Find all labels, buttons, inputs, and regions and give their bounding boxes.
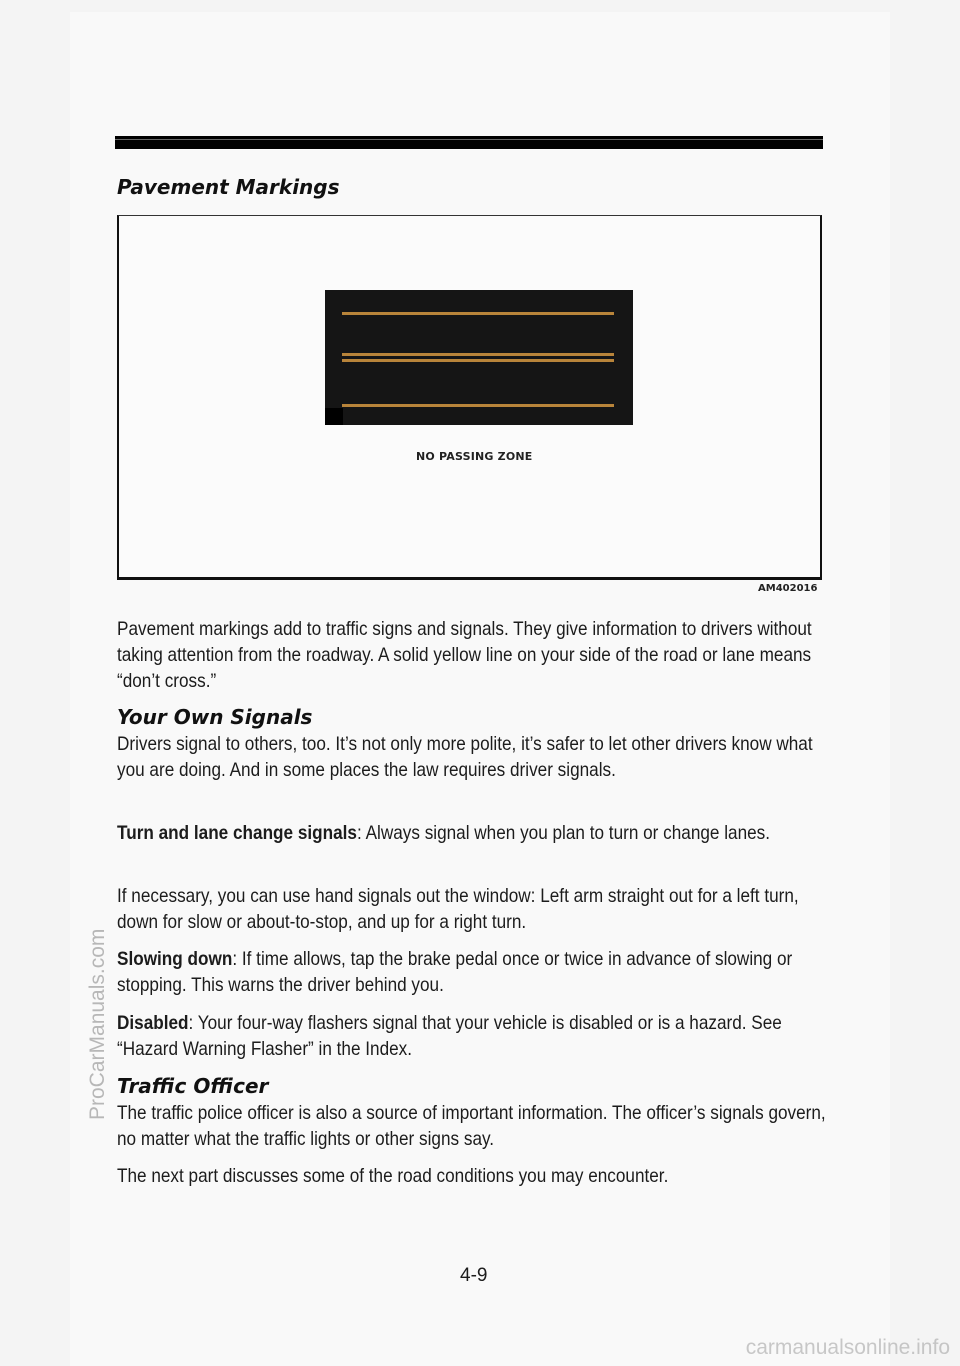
no-passing-zone-illustration (325, 290, 633, 425)
section-heading-your-own-signals: Your Own Signals (117, 705, 313, 729)
section-heading-pavement-markings: Pavement Markings (117, 175, 340, 199)
image-corner-mark (325, 408, 343, 425)
paragraph-text: : Your four-way flashers signal that your vehicle is disabled or is a hazard. See “Hazard Warning Flasher” in the Index. (117, 1012, 782, 1060)
page-number: 4-9 (460, 1265, 488, 1286)
paragraph-text: : Always signal when you plan to turn or change lanes. (356, 822, 771, 844)
lane-line (342, 359, 614, 362)
corner-watermark: carmanualsonline.info (745, 1336, 950, 1359)
paragraph-traffic-officer: The traffic police officer is also a source of important information. The officer’s signals govern, no matter what the traffic lights or other signs say. (117, 1102, 826, 1150)
paragraph-hand-signals: If necessary, you can use hand signals out the window: Left arm straight out for a left turn, down for slow or about-to-stop, and up for a right turn. (117, 885, 799, 933)
section-heading-traffic-officer: Traffic Officer (117, 1074, 269, 1098)
paragraph-disabled (117, 1010, 829, 1062)
figure-code: AM402016 (758, 583, 818, 594)
paragraph-text: : If time allows, tap the brake pedal once or twice in advance of slowing or stopping. This warns the driver behind you. (117, 948, 793, 996)
paragraph-driver-signals: Drivers signal to others, too. It’s not only more polite, it’s safer to let other drivers know what you are doing. And in some places the law requires driver signals. (117, 733, 813, 781)
side-watermark: ProCarManuals.com (86, 928, 109, 1120)
figure-caption: NO PASSING ZONE (416, 450, 533, 463)
paragraph-next-part: The next part discusses some of the road conditions you may encounter. (117, 1165, 669, 1187)
top-rule (115, 136, 823, 149)
paragraph-turn-lane-signals (117, 820, 829, 846)
term-slowing-down: Slowing down (117, 948, 233, 970)
lane-line (342, 312, 614, 315)
paragraph-slowing-down (117, 946, 829, 998)
lane-line (342, 404, 614, 407)
paragraph-pavement-markings: Pavement markings add to traffic signs and signals. They give information to drivers without taking attention from the roadway. A solid yellow line on your side of the road or lane means “don’t cross.” (117, 618, 812, 692)
term-turn-lane-change: Turn and lane change signals (117, 822, 357, 844)
term-disabled: Disabled (117, 1012, 189, 1034)
lane-line (342, 353, 614, 356)
